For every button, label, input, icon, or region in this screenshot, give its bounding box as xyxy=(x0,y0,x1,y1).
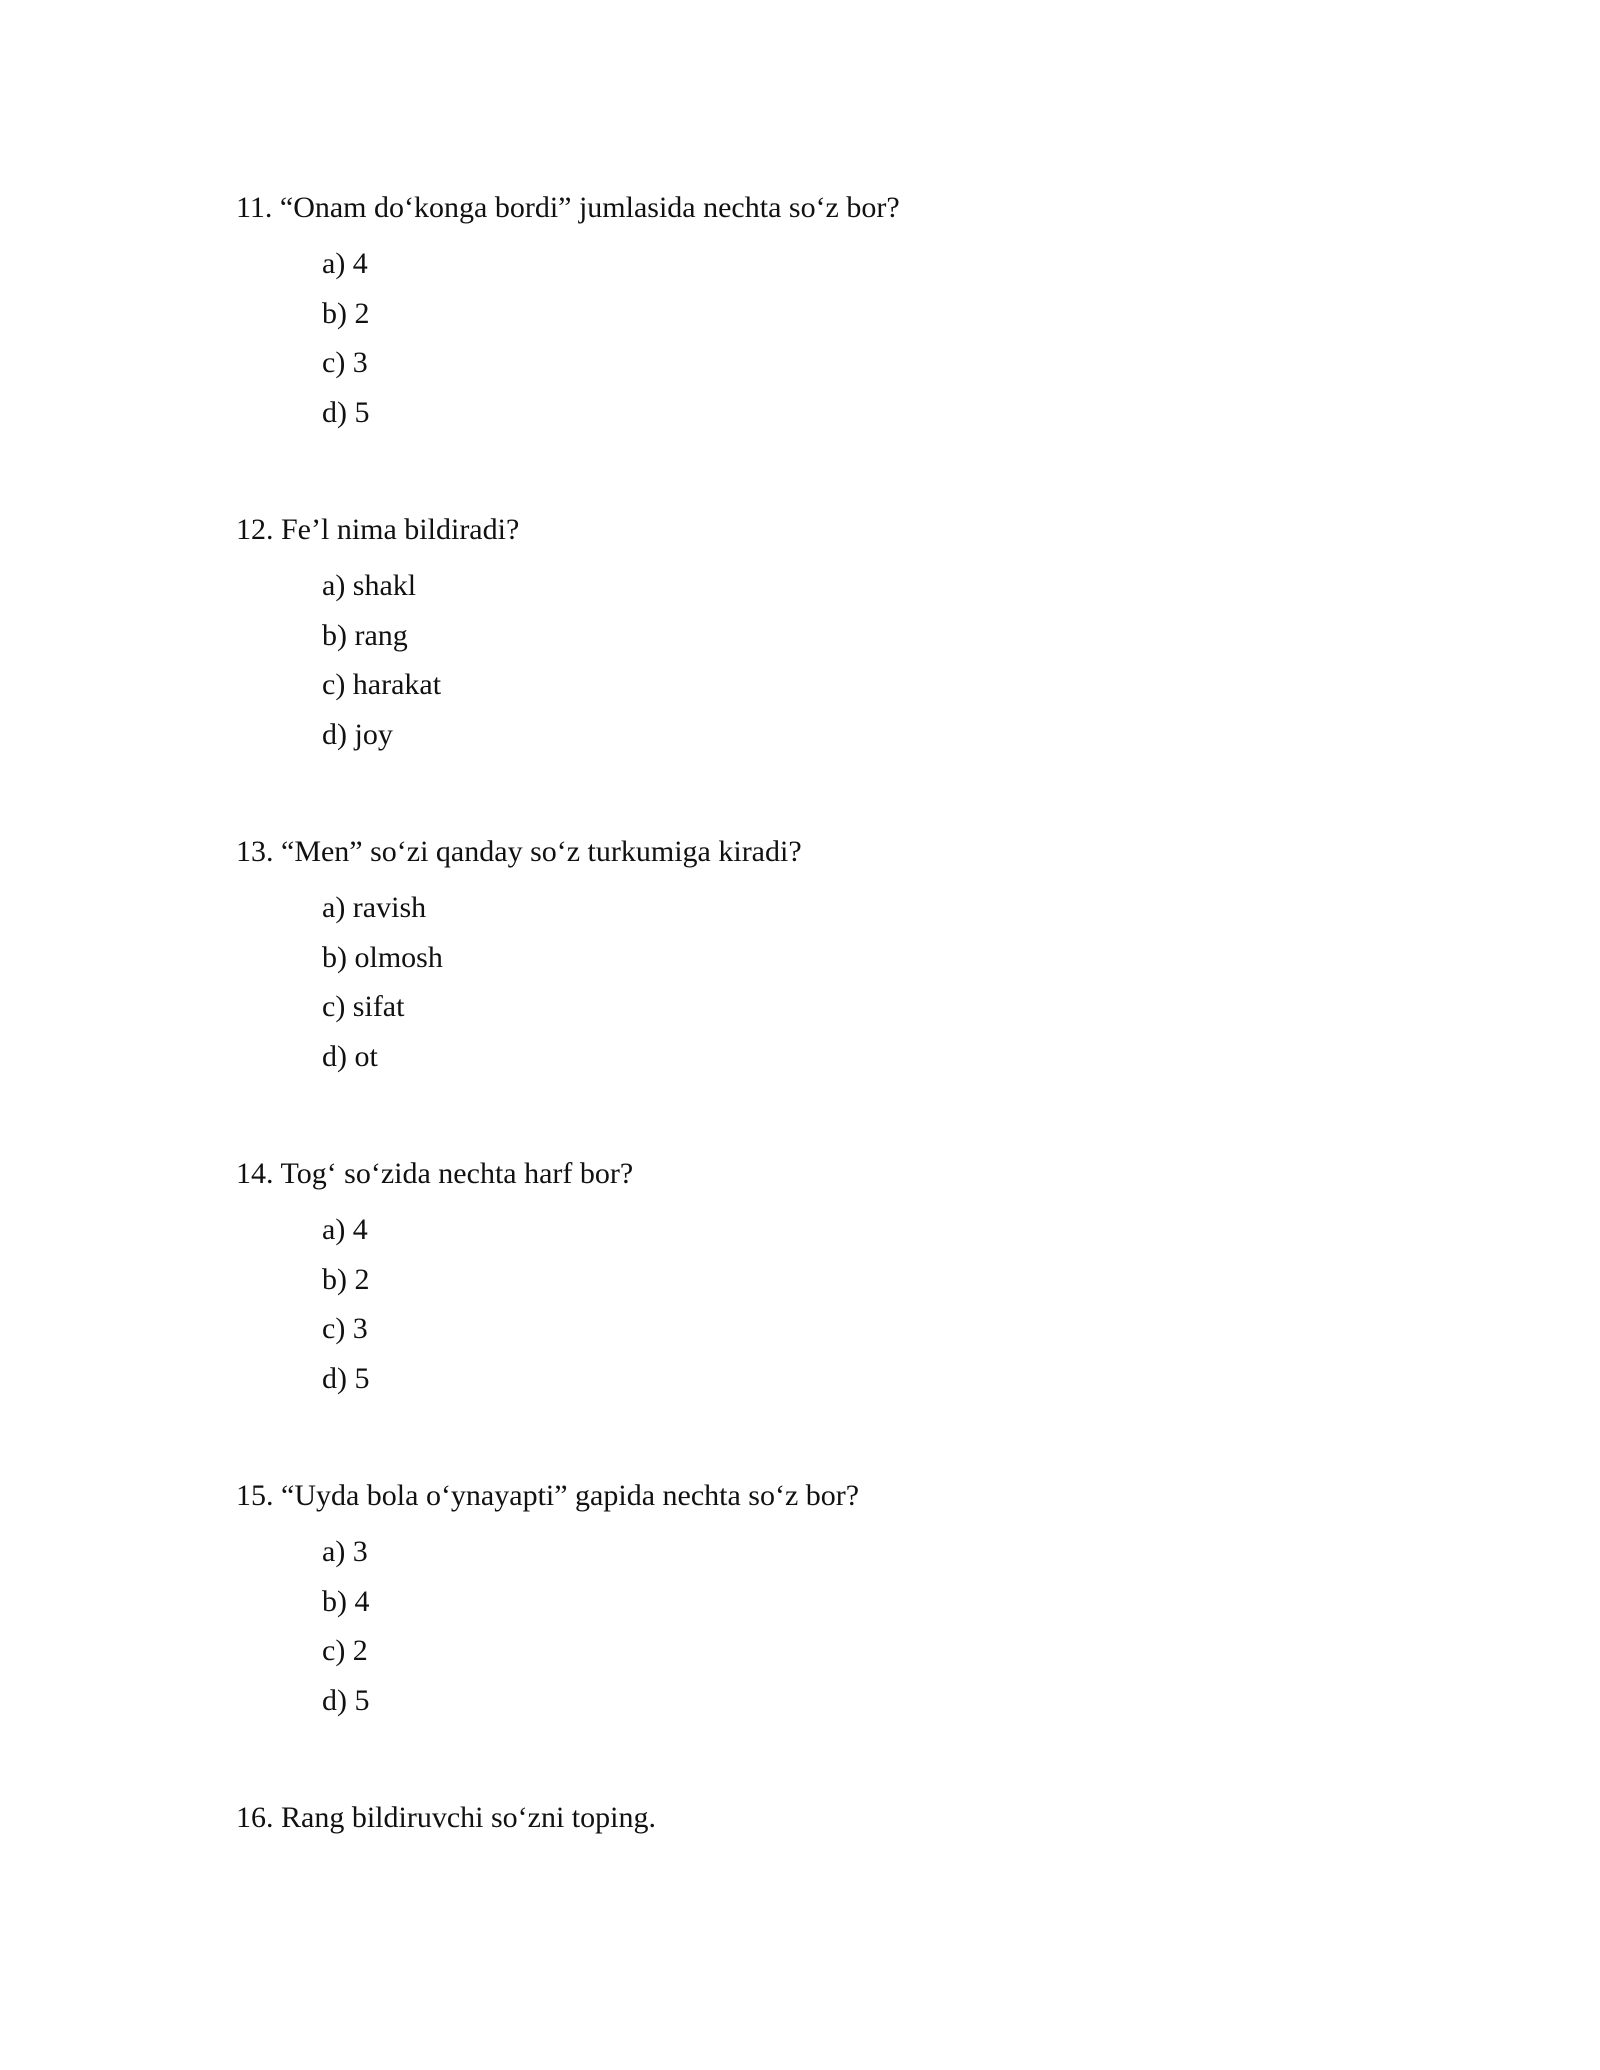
question-12 xyxy=(236,512,1436,766)
answer-options xyxy=(322,1212,1436,1410)
option-d: d) 5 xyxy=(322,1361,370,1395)
option-b: b) olmosh xyxy=(322,940,443,974)
question-text: 16. Rang bildiruvchi so‘zni toping. xyxy=(236,1801,656,1834)
option-a: a) 4 xyxy=(322,247,368,280)
option-d: d) ot xyxy=(322,1039,378,1073)
option-b: b) 4 xyxy=(322,1584,370,1618)
option-a: a) 3 xyxy=(322,1535,368,1568)
question-16 xyxy=(236,1800,1436,1836)
answer-options xyxy=(322,246,1436,444)
question-text: 11. “Onam do‘konga bordi” jumlasida nechta so‘z bor? xyxy=(236,191,900,224)
option-c: c) 3 xyxy=(322,1312,368,1345)
option-b: b) rang xyxy=(322,618,408,652)
option-c: c) 2 xyxy=(322,1634,368,1667)
option-d: d) 5 xyxy=(322,1683,370,1717)
option-a: a) ravish xyxy=(322,891,427,924)
option-c: c) harakat xyxy=(322,668,442,701)
option-a: a) shakl xyxy=(322,569,417,602)
question-text: 15. “Uyda bola o‘ynayapti” gapida nechta so‘z bor? xyxy=(236,1479,860,1512)
question-13 xyxy=(236,834,1436,1088)
question-11 xyxy=(236,190,1436,444)
option-a: a) 4 xyxy=(322,1213,368,1246)
answer-options xyxy=(322,1534,1436,1732)
option-d: d) joy xyxy=(322,717,393,751)
question-text: 14. Tog‘ so‘zida nechta harf bor? xyxy=(236,1157,634,1190)
question-14 xyxy=(236,1156,1436,1410)
answer-options xyxy=(322,890,1436,1088)
option-c: c) sifat xyxy=(322,990,405,1023)
question-text: 12. Fe’l nima bildiradi? xyxy=(236,513,520,546)
question-text: 13. “Men” so‘zi qanday so‘z turkumiga kiradi? xyxy=(236,835,802,868)
option-b: b) 2 xyxy=(322,296,370,330)
answer-options xyxy=(322,568,1436,766)
question-15 xyxy=(236,1478,1436,1732)
option-d: d) 5 xyxy=(322,395,370,429)
option-b: b) 2 xyxy=(322,1262,370,1296)
option-c: c) 3 xyxy=(322,346,368,379)
